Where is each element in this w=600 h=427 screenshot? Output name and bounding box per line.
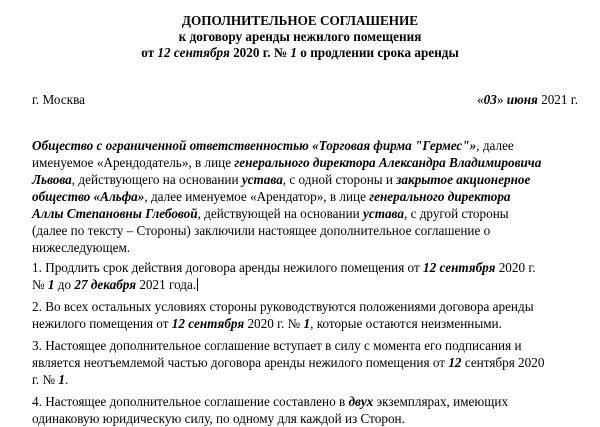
- document-subtitle: к договору аренды нежилого помещения: [178, 29, 422, 44]
- ref-text: 2020 г. №: [229, 45, 291, 60]
- text: 2021 года.: [136, 277, 197, 292]
- clause-1-line: [32, 259, 588, 276]
- ref-date: 12 сентября: [157, 45, 230, 60]
- text: г. №: [32, 372, 59, 387]
- date-text: 2021 г.: [537, 92, 578, 107]
- text: 1. Продлить срок действия договора аренды нежилого помещения от: [32, 260, 424, 275]
- tenant-name: закрытое акционерное: [396, 172, 531, 187]
- ref-text: о продлении срока аренды: [297, 45, 459, 60]
- preamble-line: [32, 188, 588, 205]
- clause-1-line: [32, 276, 588, 293]
- clause-3-line: [32, 371, 588, 388]
- date-day: 03: [483, 92, 497, 107]
- landlord-director: генерального директора Александра Владимировича: [234, 155, 542, 170]
- preamble-line: [32, 205, 588, 222]
- contract-number: 1: [47, 277, 55, 292]
- text: , с другой стороны: [403, 206, 509, 221]
- contract-date: 12 сентября: [171, 316, 245, 331]
- text: является неотъемлемой частью договора аренды нежилого помещения от: [32, 355, 449, 370]
- text-cursor: [197, 278, 198, 291]
- text: экземплярах, имеющих: [373, 394, 509, 409]
- text: , далее именуемое «Арендатор», в лице: [144, 189, 370, 204]
- contract-number: 1: [303, 316, 311, 331]
- tenant-name: общество «Альфа»: [32, 189, 145, 204]
- text: , которые остаются неизменными.: [310, 316, 502, 331]
- contract-day: 12: [448, 355, 462, 370]
- basis: устава: [363, 206, 404, 221]
- text: , далее: [476, 138, 514, 153]
- text: , действующей на основании: [197, 206, 363, 221]
- landlord-director: Львова: [32, 172, 72, 187]
- contract-date: 12 сентября: [423, 260, 496, 275]
- city: г. Москва: [32, 92, 85, 107]
- contract-number: 1: [58, 372, 65, 387]
- date-month: июня: [506, 92, 538, 107]
- landlord-name: Общество с ограниченной ответственностью «Торговая фирма "Гермес"»: [32, 138, 477, 153]
- basis: устава: [241, 172, 283, 187]
- text: , действующего на основании: [71, 172, 242, 187]
- copies-count: двух: [348, 394, 374, 409]
- clause-3-line: [32, 354, 588, 371]
- text: №: [32, 277, 48, 292]
- document-date: [477, 92, 578, 108]
- clause-4-line: одинаковую юридическую силу, по одному для каждой из Сторон.: [32, 411, 405, 426]
- preamble-line: нижеследующем.: [32, 240, 131, 255]
- ref-text: от: [141, 45, 158, 60]
- clause-2-line: [32, 315, 588, 332]
- text: нежилого помещения от: [32, 316, 172, 331]
- text: именуемое «Арендодатель», в лице: [32, 155, 235, 170]
- tenant-director: Аллы Степановны Глебовой: [32, 206, 198, 221]
- text: 2020 г. №: [244, 316, 304, 331]
- document-title: ДОПОЛНИТЕЛЬНОЕ СОГЛАШЕНИЕ: [181, 13, 419, 28]
- date-text: «: [477, 92, 484, 107]
- clause-3-line: 3. Настоящее дополнительное соглашение вступает в силу с момента его подписания и: [32, 338, 522, 353]
- clause-4-line: [32, 393, 588, 410]
- preamble-line: [32, 137, 588, 154]
- text: 4. Настоящее дополнительное соглашение составлено в: [32, 394, 349, 409]
- text: до: [54, 277, 75, 292]
- date-text: »: [496, 92, 507, 107]
- preamble-line: (далее по тексту – Стороны) заключили настоящее дополнительное соглашение о: [32, 223, 491, 238]
- clause-2-line: 2. Во всех остальных условиях стороны руководствуются положениями договора аренды: [32, 299, 534, 314]
- tenant-director: генерального директора: [369, 189, 511, 204]
- preamble-line: [32, 171, 588, 188]
- preamble-line: [32, 154, 588, 171]
- text: сентября 2020: [461, 355, 545, 370]
- document-reference: [0, 45, 600, 61]
- text: 2020 г.: [495, 260, 536, 275]
- end-date: 27 декабря: [74, 277, 137, 292]
- text: , с одной стороны и: [282, 172, 397, 187]
- text: .: [65, 372, 69, 387]
- ref-number: 1: [290, 45, 297, 60]
